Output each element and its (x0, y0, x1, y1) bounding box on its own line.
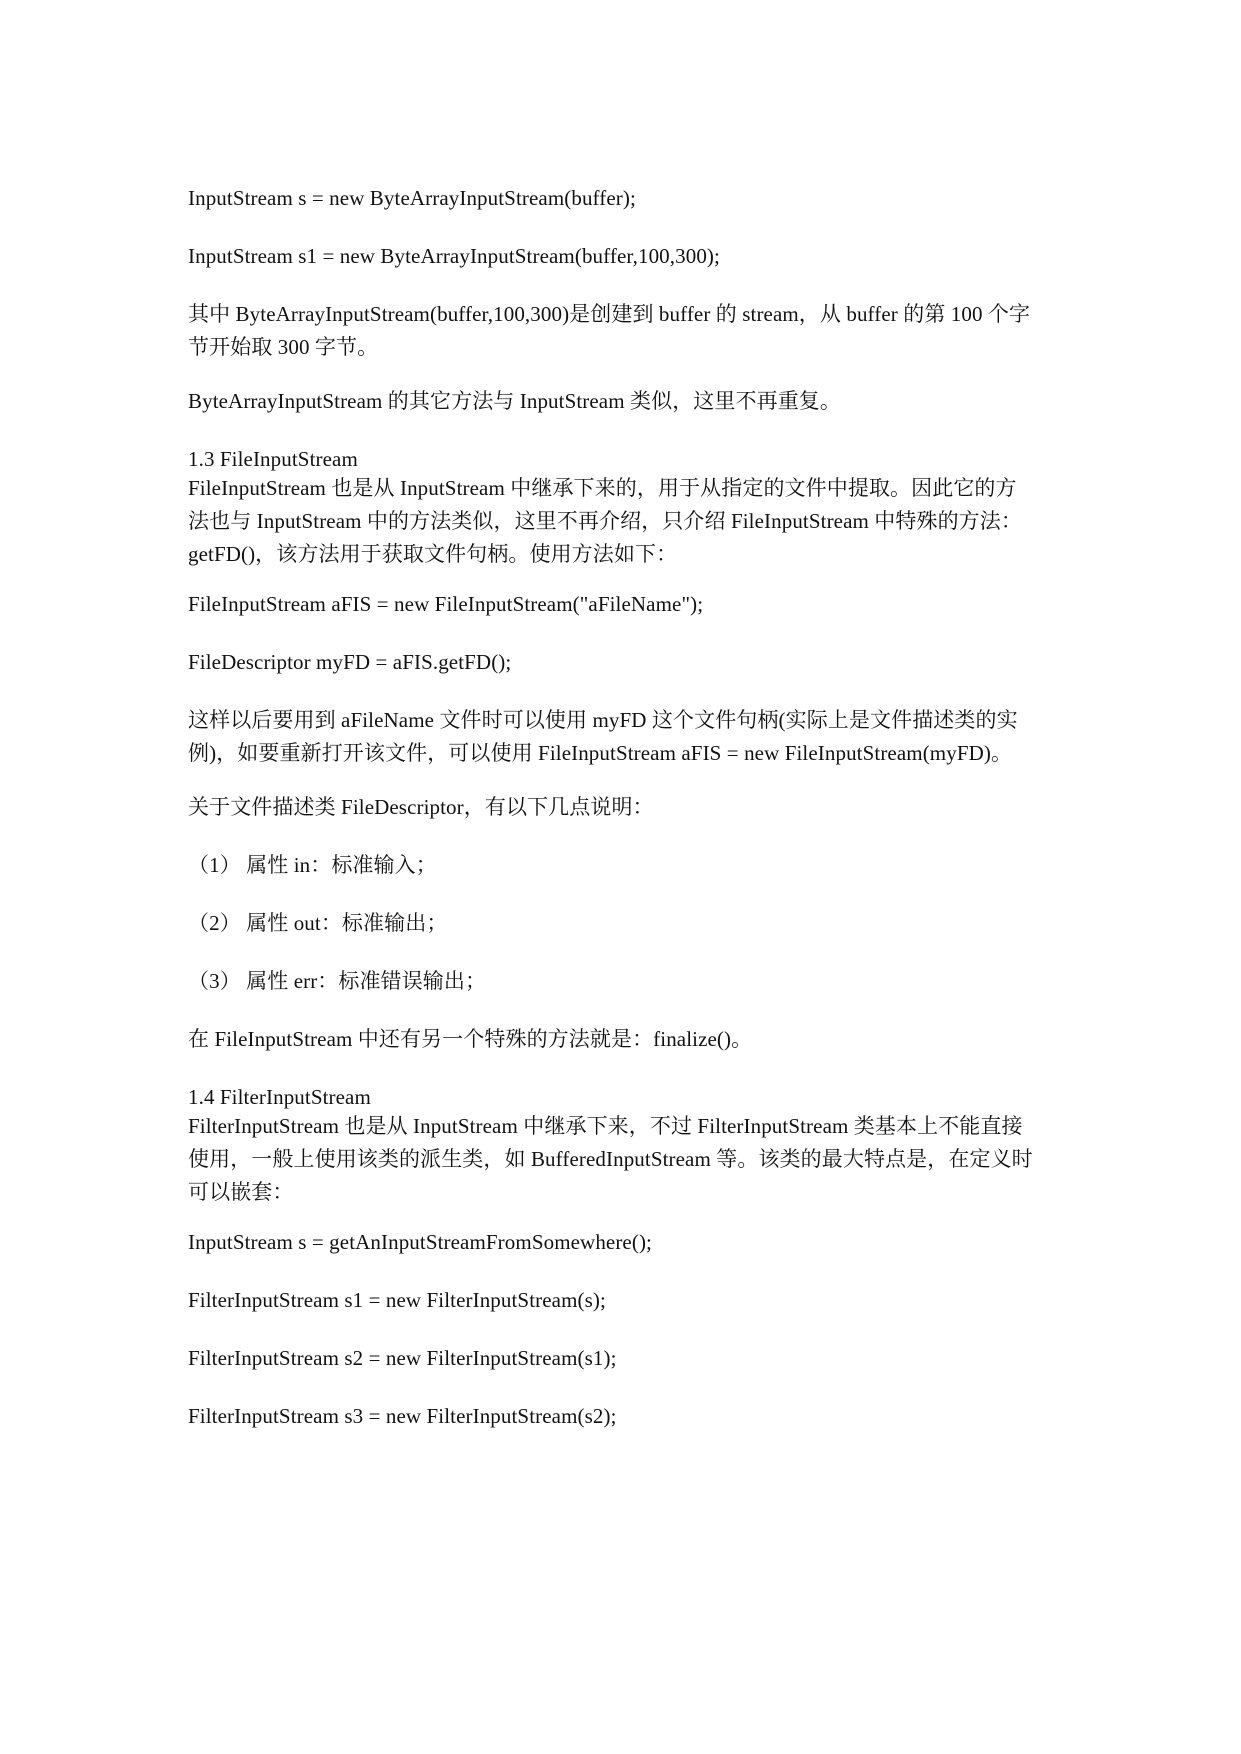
paragraph-buffer (188, 298, 1058, 364)
code-line-text: FilterInputStream s3 = new FilterInputStream(s2); (188, 1404, 617, 1428)
paragraph-myfd (188, 704, 1058, 770)
code-line (188, 1400, 1058, 1433)
code-line (188, 646, 1058, 679)
paragraph-line: FilterInputStream 也是从 InputStream 中继承下来，不过 FilterInputStream 类基本上不能直接 (188, 1114, 1023, 1138)
list-item (188, 907, 1058, 940)
code-line (188, 1226, 1058, 1259)
section-heading-text: 1.4 FilterInputStream (188, 1085, 371, 1109)
code-line-text: InputStream s = new ByteArrayInputStream(buffer); (188, 186, 636, 210)
code-line-text: InputStream s = getAnInputStreamFromSomewhere(); (188, 1230, 652, 1254)
paragraph-line: 其中 ByteArrayInputStream(buffer,100,300)是创建到 buffer 的 stream，从 buffer 的第 100 个字 (188, 302, 1031, 326)
paragraph-line: FileInputStream 也是从 InputStream 中继承下来的，用于从指定的文件中提取。因此它的方 (188, 476, 1017, 500)
code-line-text: FileDescriptor myFD = aFIS.getFD(); (188, 650, 512, 674)
code-line-text: FilterInputStream s2 = new FilterInputStream(s1); (188, 1346, 617, 1370)
list-item-text: （2） 属性 out：标准输出； (188, 911, 448, 935)
paragraph-line: ByteArrayInputStream 的其它方法与 InputStream 类似，这里不再重复。 (188, 389, 842, 413)
code-line (188, 1342, 1058, 1375)
paragraph-line: 例)，如要重新打开该文件，可以使用 FileInputStream aFIS = new FileInputStream(myFD)。 (188, 741, 1013, 765)
section-heading-text: 1.3 FileInputStream (188, 447, 358, 471)
code-line-text: InputStream s1 = new ByteArrayInputStream(buffer,100,300); (188, 244, 720, 268)
list-item (188, 965, 1058, 998)
list-item-text: （3） 属性 err：标准错误输出； (188, 969, 487, 993)
paragraph-section-13 (188, 472, 1058, 571)
paragraph-line: 节开始取 300 字节。 (188, 335, 379, 359)
paragraph-line: 法也与 InputStream 中的方法类似，这里不再介绍，只介绍 FileInputStream 中特殊的方法： (188, 509, 1022, 533)
code-line (188, 1284, 1058, 1317)
code-line-text: FilterInputStream s1 = new FilterInputStream(s); (188, 1288, 606, 1312)
code-line-text: FileInputStream aFIS = new FileInputStream("aFileName"); (188, 592, 704, 616)
paragraph-line: 可以嵌套： (188, 1180, 294, 1204)
paragraph-line: 在 FileInputStream 中还有另一个特殊的方法就是：finalize()。 (188, 1027, 753, 1051)
paragraph-line: getFD()，该方法用于获取文件句柄。使用方法如下： (188, 542, 678, 566)
code-line (188, 588, 1058, 621)
list-item-text: （1） 属性 in：标准输入； (188, 853, 437, 877)
paragraph-fd-intro (188, 791, 1058, 824)
paragraph-line: 这样以后要用到 aFileName 文件时可以使用 myFD 这个文件句柄(实际上是文件描述类的实 (188, 708, 1018, 732)
list-item (188, 849, 1058, 882)
paragraph-line: 关于文件描述类 FileDescriptor，有以下几点说明： (188, 795, 654, 819)
paragraph-finalize (188, 1023, 1058, 1056)
paragraph-section-14 (188, 1110, 1058, 1209)
code-line (188, 182, 1058, 215)
paragraph-line: 使用，一般上使用该类的派生类，如 BufferedInputStream 等。该类的最大特点是，在定义时 (188, 1147, 1033, 1171)
paragraph-similar (188, 385, 1058, 418)
code-line (188, 240, 1058, 273)
